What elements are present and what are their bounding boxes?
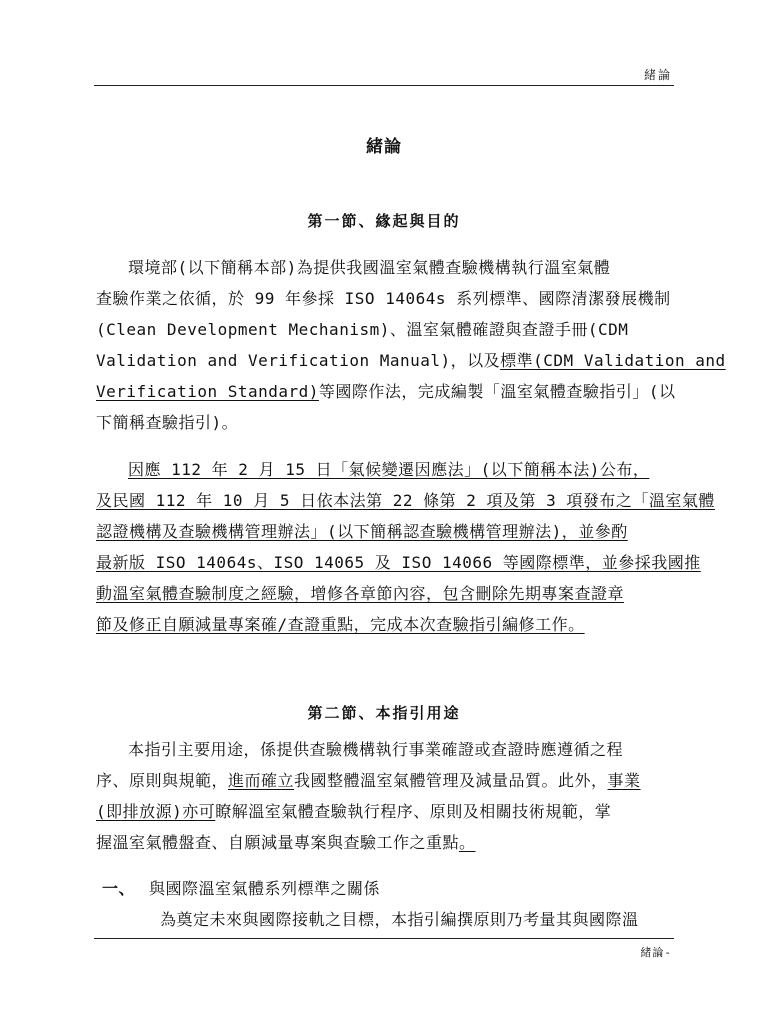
s1p1-line5a: Verification Standard) xyxy=(96,382,319,401)
header-rule xyxy=(94,85,674,86)
s1p1-line4b: 標準(CDM Validation and xyxy=(500,351,726,370)
s2p1-line1: 本指引主要用途，係提供查驗機構執行事業確證或查證時應遵循之程 xyxy=(128,740,624,759)
s1p1-line3: (Clean Development Mechanism)、溫室氣體確證與查證手冊(CDM xyxy=(96,320,629,339)
s2p1-line3b: 瞭解溫室氣體查驗執行程序、原則及相關技術規範，掌 xyxy=(215,802,612,821)
s1p2-line6-text: 節及修正自願減量專案確/查證重點，完成本次查驗指引編修工作。 xyxy=(96,615,585,634)
page-title: 緒論 xyxy=(366,137,402,157)
s2p1-line2b: 進而確立 xyxy=(228,771,295,790)
s1p2-line6 xyxy=(96,609,676,640)
s1p2-line3 xyxy=(96,516,676,547)
s1p1-line1: 環境部(以下簡稱本部)為提供我國溫室氣體查驗機構執行溫室氣體 xyxy=(128,258,611,277)
page-header-label: 緒論 xyxy=(643,68,672,82)
s2p1-line4 xyxy=(96,827,676,858)
s1p2-line4 xyxy=(96,547,701,578)
s1p2-line5 xyxy=(96,578,676,609)
s2p1-line4b: 。 xyxy=(459,833,476,852)
s2p1-line3a: (即排放源)亦可 xyxy=(96,802,216,821)
s1p2-line3-text: 認證機構及查驗機構管理辦法」(以下簡稱認查驗機構管理辦法)，並參酌 xyxy=(96,522,628,541)
section1-heading: 第一節、緣起與目的 xyxy=(307,212,461,230)
s2p1-line4a: 握溫室氣體盤查、自願減量專案與查驗工作之重點 xyxy=(96,833,460,852)
s1p2-line5-text: 動溫室氣體查驗制度之經驗，增修各章節內容，包含刪除先期專案查證章 xyxy=(96,584,625,603)
item1-text: 與國際溫室氣體系列標準之關係 xyxy=(149,879,381,898)
s2p1-line2d: 事業 xyxy=(607,771,641,790)
section1-paragraph1 xyxy=(96,252,726,438)
item1-number: 一、 xyxy=(102,879,136,898)
s2p1-line2a: 序、原則與規範， xyxy=(96,771,229,790)
s1p1-line4a: Validation and Verification Manual)，以及 xyxy=(96,351,501,370)
s1p2-line4-text: 最新版 ISO 14064s、ISO 14065 及 ISO 14066 等國際標準，並參採我國推 xyxy=(96,553,701,572)
s2p1-line2c: 我國整體溫室氣體管理及減量品質。此外， xyxy=(294,771,608,790)
s1p1-line6: 下簡稱查驗指引)。 xyxy=(96,413,239,432)
s1p1-line2: 查驗作業之依循，於 99 年參採 ISO 14064s 系列標準、國際清潔發展機制 xyxy=(96,289,671,308)
s1p2-line1-text: 因應 112 年 2 月 15 日「氣候變遷因應法」(以下簡稱本法)公布， xyxy=(128,460,650,479)
section2-paragraph2: 為奠定未來與國際接軌之目標，本指引編撰原則乃考量其與國際溫 xyxy=(160,910,639,929)
page-footer-label: 緒論- xyxy=(640,946,672,959)
s1p1-line5 xyxy=(96,376,676,407)
s1p2-line1 xyxy=(96,454,676,485)
s2p1-line3 xyxy=(96,796,676,827)
section2-heading: 第二節、本指引用途 xyxy=(307,704,461,722)
s2p1-line2 xyxy=(96,765,676,796)
section2-item1 xyxy=(102,876,380,899)
section1-paragraph2 xyxy=(96,454,715,640)
s1p1-line5b: 等國際作法，完成編製「溫室氣體查驗指引」(以 xyxy=(318,382,676,401)
s1p2-line2-text: 及民國 112 年 10 月 5 日依本法第 22 條第 2 項及第 3 項發布之「溫室氣體 xyxy=(96,491,715,510)
s1p1-line4 xyxy=(96,345,726,376)
section2-paragraph1 xyxy=(96,734,676,858)
s1p2-line2 xyxy=(96,485,715,516)
footer-rule xyxy=(94,938,674,939)
